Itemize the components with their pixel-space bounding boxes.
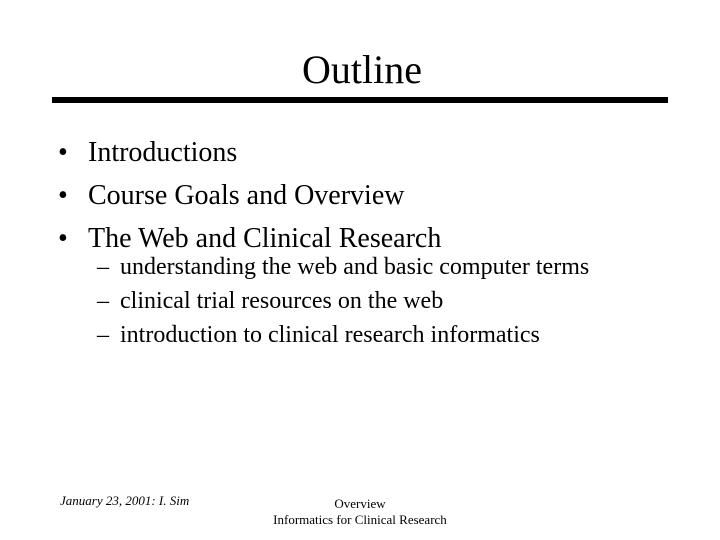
bullet-item	[58, 131, 441, 174]
sub-bullet-item	[97, 324, 617, 347]
sub-bullet-marker: –	[97, 254, 109, 280]
bullet-text: The Web and Clinical Research	[88, 223, 442, 254]
bullet-text: Course Goals and Overview	[88, 180, 405, 211]
sub-bullet-marker: –	[97, 288, 109, 314]
footer-date-author: January 23, 2001: I. Sim	[60, 493, 190, 508]
sub-bullet-list	[97, 256, 617, 358]
sub-bullet-text: understanding the web and basic computer terms	[120, 254, 590, 280]
sub-bullet-item	[97, 290, 617, 313]
bullet-marker: •	[58, 180, 68, 211]
sub-bullet-text: introduction to clinical research informatics	[120, 322, 540, 348]
sub-bullet-item	[97, 256, 617, 279]
bullet-marker: •	[58, 223, 68, 254]
bullet-text: Introductions	[88, 137, 238, 168]
sub-bullet-text: clinical trial resources on the web	[120, 288, 444, 314]
footer-center	[260, 496, 460, 528]
footer-section-name: Overview	[334, 496, 386, 511]
footer-course-name: Informatics for Clinical Research	[273, 512, 447, 527]
bullet-list	[58, 131, 441, 260]
sub-bullet-marker: –	[97, 322, 109, 348]
slide-title: Outline	[302, 47, 422, 92]
title-underline	[52, 97, 668, 103]
bullet-item	[58, 174, 441, 217]
bullet-marker: •	[58, 137, 68, 168]
